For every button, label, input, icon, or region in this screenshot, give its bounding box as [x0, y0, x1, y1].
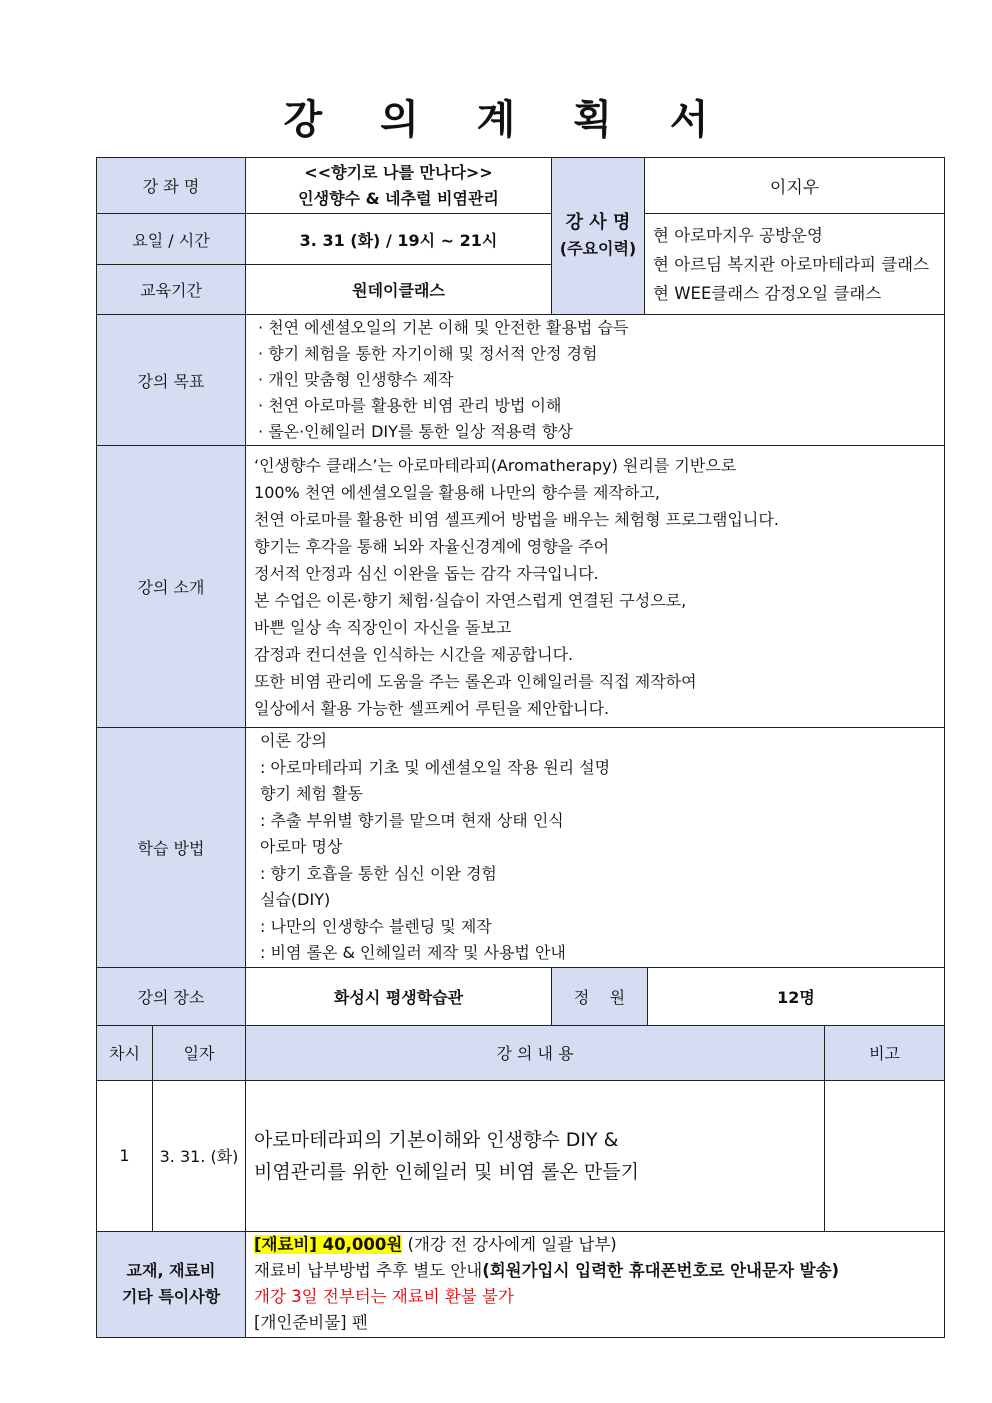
intro-line: 본 수업은 이론·향기 체험·실습이 자연스럽게 연결된 구성으로,	[254, 590, 687, 610]
session-date: 3. 31. (화)	[153, 1080, 246, 1231]
period-value: 원데이클래스	[246, 265, 552, 315]
session-note	[825, 1080, 945, 1231]
method-list	[246, 728, 945, 968]
prep-items: [개인준비물] 펜	[254, 1313, 368, 1332]
method-line: : 아로마테라피 기초 및 에센셜오일 작용 원리 설명	[260, 757, 611, 777]
method-line: 이론 강의	[260, 731, 327, 750]
method-line: 실습(DIY)	[260, 890, 331, 909]
instructor-label-line2: (주요이력)	[559, 239, 637, 258]
payment-line	[246, 1258, 944, 1284]
period-label: 교육기간	[97, 265, 246, 315]
schedule-value: 3. 31 (화) / 19시 ~ 21시	[246, 214, 552, 265]
method-label: 학습 방법	[97, 728, 246, 968]
goal-item: · 개인 맞춤형 인생향수 제작	[258, 370, 454, 389]
schedule-label: 요일 / 시간	[97, 214, 246, 265]
session-no: 1	[97, 1080, 153, 1231]
intro-text	[246, 446, 945, 728]
document-title: 강 의 계 획 서	[283, 97, 731, 143]
intro-line: 또한 비염 관리에 도움을 주는 롤온과 인헤일러를 직접 제작하여	[254, 671, 697, 691]
intro-line: 100% 천연 에센셜오일을 활용해 나만의 향수를 제작하고,	[254, 482, 660, 502]
method-line: 향기 체험 활동	[260, 784, 363, 803]
header-content: 강 의 내 용	[246, 1025, 825, 1080]
header-date: 일자	[153, 1025, 246, 1080]
method-line: 아로마 명상	[260, 837, 343, 856]
session-content-line2: 비염관리를 위한 인헤일러 및 비염 롤온 만들기	[254, 1160, 639, 1183]
method-line: : 향기 호흡을 통한 심신 이완 경험	[260, 863, 497, 883]
header-note: 비고	[825, 1025, 945, 1080]
materials-details	[246, 1231, 945, 1337]
career-item: 현 WEE클래스 감정오일 클래스	[653, 283, 882, 303]
payment-prefix: 재료비 납부방법 추후 별도 안내	[254, 1261, 483, 1280]
materials-label-line2: 기타 특이사항	[121, 1287, 221, 1306]
instructor-career	[645, 214, 945, 315]
instructor-label	[552, 158, 645, 315]
method-line: : 비염 롤온 & 인헤일러 제작 및 사용법 안내	[260, 943, 566, 962]
capacity-label: 정 원	[552, 967, 648, 1025]
session-content-line1: 아로마테라피의 기본이해와 인생향수 DIY &	[254, 1128, 619, 1151]
header-no: 차시	[97, 1025, 153, 1080]
intro-line: 정서적 안정과 심신 이완을 돕는 감각 자극입니다.	[254, 563, 599, 583]
fee-highlight: [재료비] 40,000원	[254, 1235, 403, 1254]
goal-item: · 천연 에센셜오일의 기본 이해 및 안전한 활용법 습득	[258, 318, 629, 337]
career-item: 현 아로마지우 공방운영	[653, 225, 823, 245]
materials-label	[97, 1231, 246, 1337]
instructor-name: 이지우	[645, 158, 945, 214]
location-value: 화성시 평생학습관	[246, 967, 552, 1025]
payment-bold: (회원가입시 입력한 휴대폰번호로 안내문자 발송)	[482, 1261, 840, 1280]
goal-item: · 천연 아로마를 활용한 비염 관리 방법 이해	[258, 396, 562, 415]
intro-line: 천연 아로마를 활용한 비염 셀프케어 방법을 배우는 체험형 프로그램입니다.	[254, 509, 779, 529]
intro-line: 바쁜 일상 속 직장인이 자신을 돌보고	[254, 617, 512, 637]
goals-list	[246, 315, 945, 446]
method-line: : 추출 부위별 향기를 맡으며 현재 상태 인식	[260, 810, 564, 830]
goals-label: 강의 목표	[97, 315, 246, 446]
intro-label: 강의 소개	[97, 446, 246, 728]
intro-line: ‘인생향수 클래스’는 아로마테라피(Aromatherapy) 원리를 기반으로	[254, 455, 737, 475]
goal-item: · 롤온·인헤일러 DIY를 통한 일상 적용력 향상	[258, 422, 573, 441]
career-item: 현 아르딤 복지관 아로마테라피 클래스	[653, 254, 930, 274]
fee-note: (개강 전 강사에게 일괄 납부)	[402, 1235, 617, 1254]
goal-item: · 향기 체험을 통한 자기이해 및 정서적 안정 경험	[258, 344, 598, 363]
session-content	[246, 1080, 825, 1231]
instructor-label-line1: 강 사 명	[565, 212, 631, 233]
location-label: 강의 장소	[97, 967, 246, 1025]
course-name-value	[246, 158, 552, 214]
intro-line: 일상에서 활용 가능한 셀프케어 루틴을 제안합니다.	[254, 698, 610, 718]
fee-line	[246, 1232, 944, 1258]
lecture-plan-table	[96, 157, 945, 1338]
method-line: : 나만의 인생향수 블렌딩 및 제작	[260, 916, 492, 936]
refund-warning: 개강 3일 전부터는 재료비 환불 불가	[254, 1287, 514, 1306]
intro-line: 감정과 컨디션을 인식하는 시간을 제공합니다.	[254, 644, 574, 664]
course-name-label: 강 좌 명	[97, 158, 246, 214]
materials-label-line1: 교재, 재료비	[126, 1261, 216, 1280]
capacity-value: 12명	[648, 967, 945, 1025]
course-name-line2: 인생향수 & 네추럴 비염관리	[298, 188, 499, 208]
intro-line: 향기는 후각을 통해 뇌와 자율신경계에 영향을 주어	[254, 536, 610, 556]
course-name-line1: <<향기로 나를 만나다>>	[304, 162, 493, 182]
